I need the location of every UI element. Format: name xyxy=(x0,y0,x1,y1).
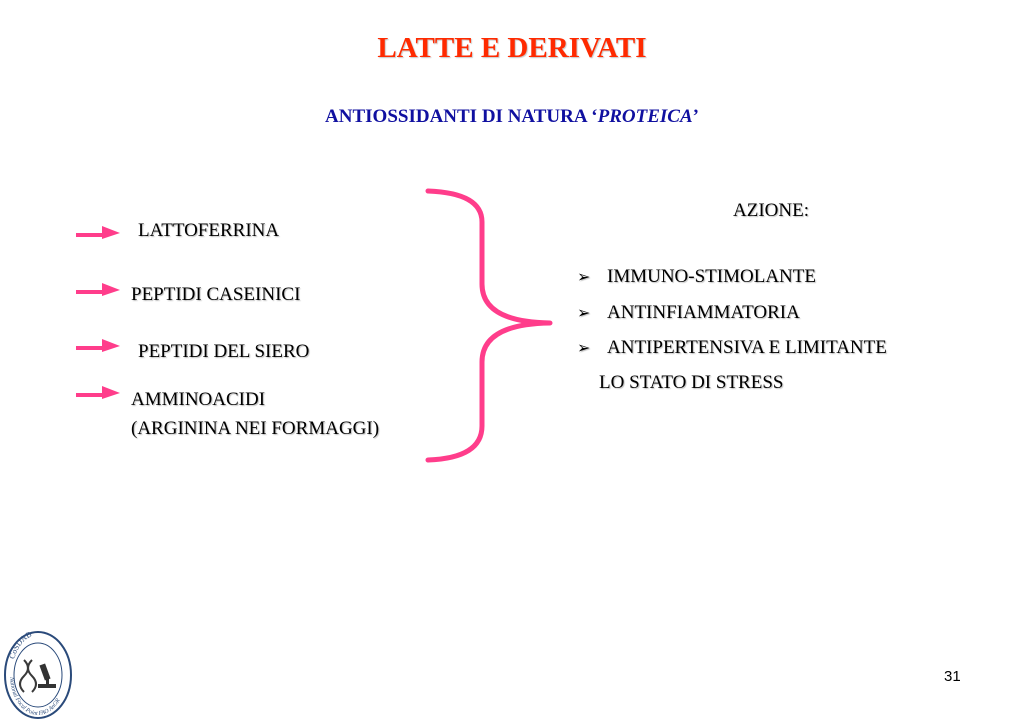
arrowhead-bullet-icon: ➢ xyxy=(577,305,591,322)
logo-seal-icon xyxy=(2,630,74,720)
azione-heading: AZIONE: xyxy=(733,200,809,221)
list-item-peptidi-caseinici: PEPTIDI CASEINICI xyxy=(131,284,301,305)
svg-text:CoSDAB: CoSDAB xyxy=(7,630,34,660)
arrow-right-icon xyxy=(74,281,122,301)
bullet-text: ANTIPERTENSIVA E LIMITANTE xyxy=(607,337,887,358)
curly-brace-icon xyxy=(420,180,555,465)
bullet-continuation: LO STATO DI STRESS xyxy=(599,372,784,393)
bullet-item xyxy=(577,301,800,325)
arrow-right-icon xyxy=(74,337,122,357)
page-number: 31 xyxy=(944,668,961,685)
bullet-item xyxy=(577,265,816,289)
bullet-text: ANTINFIAMMATORIA xyxy=(607,302,800,323)
list-item-lattoferrina: LATTOFERRINA xyxy=(138,220,280,241)
subtitle-italic: PROTEICA xyxy=(597,106,693,127)
arrow-right-icon xyxy=(74,224,122,244)
slide-title: LATTE E DERIVATI xyxy=(377,32,647,64)
arrow-right-icon xyxy=(74,384,122,404)
subtitle-suffix: ’ xyxy=(692,106,699,127)
arrowhead-bullet-icon: ➢ xyxy=(577,340,591,357)
bullet-item xyxy=(577,336,887,360)
bullet-text: IMMUNO-STIMOLANTE xyxy=(607,266,816,287)
slide-subtitle xyxy=(0,106,1024,128)
arrowhead-bullet-icon: ➢ xyxy=(577,269,591,286)
list-item-arginina: (ARGININA NEI FORMAGGI) xyxy=(131,418,380,439)
list-item-amminoacidi: AMMINOACIDI xyxy=(131,389,266,410)
subtitle-prefix: ANTIOSSIDANTI DI NATURA ‘ xyxy=(325,106,598,127)
svg-text:National Focal Point FAO AnGR: National Focal Point FAO AnGR xyxy=(8,676,62,718)
list-item-peptidi-siero: PEPTIDI DEL SIERO xyxy=(138,341,310,362)
